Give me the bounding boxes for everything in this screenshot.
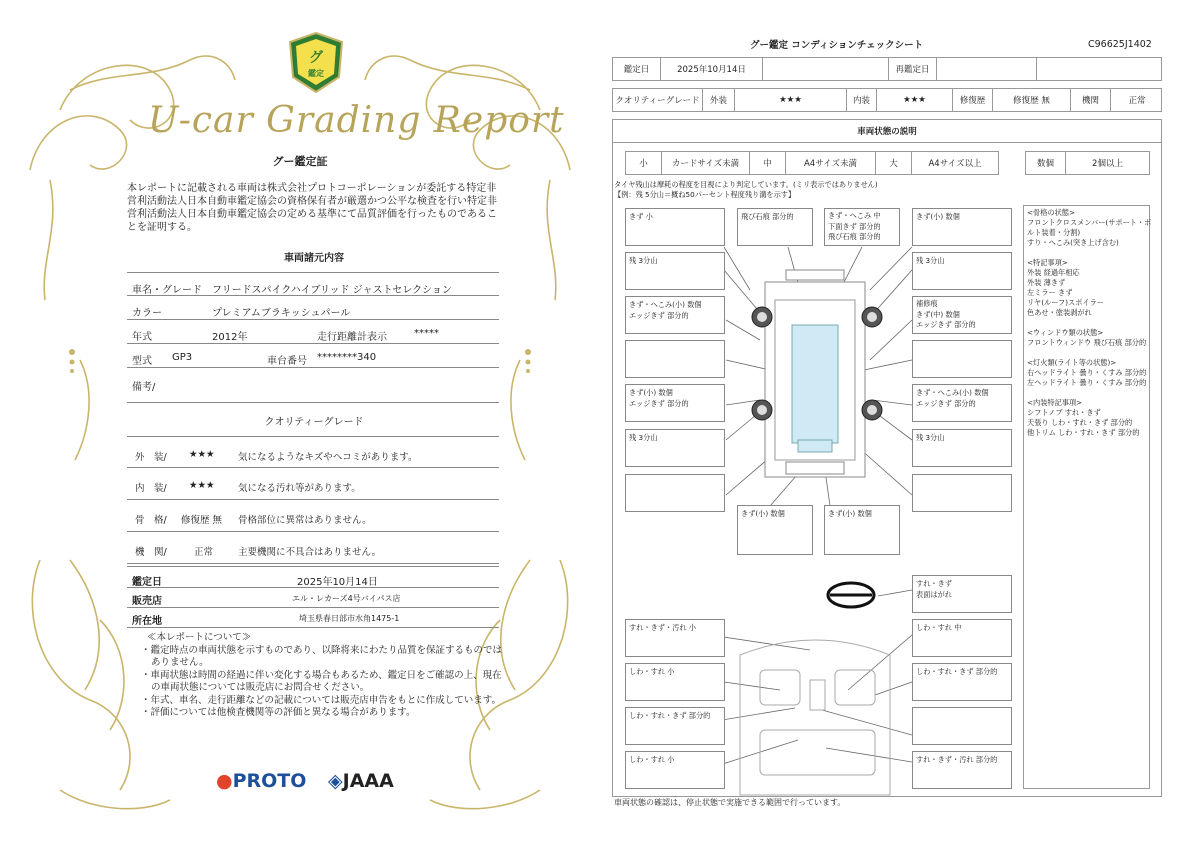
damage-box [912, 751, 1012, 789]
spec-color-label: カラー [132, 308, 162, 319]
damage-box [912, 474, 1012, 512]
about-item: ・鑑定時点の車両状態を示すものであり、以降将来にわたり品質を保証するものではありません。 [141, 644, 503, 668]
condition-check-sheet [600, 0, 1200, 848]
damage-box [824, 505, 900, 555]
damage-box [912, 208, 1012, 246]
quality-comment: 気になるようなキズやヘコミがあります。 [238, 452, 418, 463]
count-label: 数個 [1026, 152, 1066, 174]
cert-date-label: 鑑定日 [132, 577, 162, 588]
spec-row-year [127, 320, 499, 344]
count-desc: 2個以上 [1092, 159, 1123, 169]
sheet-code: C96625J1402 [1088, 39, 1152, 50]
damage-box [625, 619, 725, 657]
damage-note: きず(小) 数個 [828, 509, 872, 518]
damage-box [737, 208, 813, 246]
sheet-repair-value: 修復歴 無 [993, 89, 1071, 111]
sheet-grade-label: クオリティーグレード [613, 89, 703, 111]
damage-note: すれ・きず [916, 579, 952, 588]
side-note-line: 他トリム しわ・すれ・きず 部分的 [1027, 428, 1140, 437]
svg-text:鑑定: 鑑定 [308, 69, 324, 78]
spec-color-value: プレミアムブラキッシュパール [212, 308, 351, 319]
damage-note: きず 小 [629, 212, 653, 221]
about-item: ・年式、車名、走行距離などの記載については販売店申告をもとに作成しています。 [141, 694, 502, 706]
car-interior-view-icon [740, 640, 890, 795]
damage-note: エッジきず 部分的 [916, 320, 976, 329]
side-note-line: <特記事項> [1027, 258, 1068, 267]
quality-row-exterior [127, 436, 499, 468]
goo-kantei-badge-icon [287, 32, 345, 94]
quality-grade: ★★★ [189, 480, 215, 491]
side-note-line: <ウィンドウ類の状態> [1027, 328, 1104, 337]
cert-address-value: 埼玉県春日部市水角1475-1 [299, 614, 400, 623]
side-note-line: 右ヘッドライト 曇り・くすみ 部分的 [1027, 368, 1147, 377]
damage-box [625, 296, 725, 334]
cert-date-row [127, 566, 499, 588]
spec-year-value: 2012年 [212, 332, 248, 343]
size-mid-desc: A4サイズ未満 [786, 152, 876, 174]
damage-note: 飛び石痕 部分的 [828, 232, 881, 241]
damage-note: きず・へこみ(小) 数個 [629, 300, 702, 309]
sheet-ext-value: ★★★ [735, 89, 847, 111]
damage-box [625, 707, 725, 745]
damage-note: 残 3分山 [629, 256, 658, 265]
report-title: U-car Grading Report [148, 100, 565, 141]
damage-box [912, 384, 1012, 422]
side-note-line: シフトノブ すれ・きず [1027, 408, 1101, 417]
size-small: 小 [626, 152, 662, 174]
spec-chassis-label: 車台番号 [267, 356, 307, 367]
sheet-engine-label: 機関 [1071, 89, 1111, 111]
damage-note: きず・へこみ 中 [828, 211, 881, 220]
cert-address-row [127, 608, 499, 628]
about-title: ≪本レポートについて≫ [147, 632, 252, 643]
damage-note: きず(中) 数個 [916, 309, 960, 319]
damage-box [625, 208, 725, 246]
sheet-int-value: ★★★ [877, 89, 953, 111]
side-note-line: 左ヘッドライト 曇り・くすみ 部分的 [1027, 378, 1147, 387]
damage-note: きず(小) 数個 [741, 509, 785, 518]
damage-note: きず・へこみ(小) 数個 [916, 388, 989, 397]
damage-note: 表面はがれ [916, 590, 952, 599]
damage-box [912, 619, 1012, 657]
spec-mileage-value: ***** [414, 328, 439, 339]
side-note-line: リヤ(ルーフ)スポイラー [1027, 298, 1104, 307]
side-note-line: 外装 経過年相応 [1027, 268, 1080, 277]
steering-wheel-icon [828, 583, 874, 607]
damage-note: しわ・すれ 小 [629, 755, 675, 764]
about-item: ・車両状態は時間の経過に伴い変化する場合もあるため、鑑定日をご確認の上、現在の車両状態については販売店にお問合せください。 [141, 669, 502, 693]
damage-box [625, 340, 725, 378]
damage-box [912, 663, 1012, 701]
damage-box [912, 296, 1012, 334]
sheet-int-label: 内装 [847, 89, 877, 111]
damage-note: きず(小) 数個 [916, 212, 960, 221]
damage-box [625, 474, 725, 512]
damage-note: 下面きず 部分的 [828, 221, 881, 231]
spec-name-value: フリードスパイクハイブリッド ジャストセレクション [212, 285, 452, 296]
damage-box [912, 707, 1012, 745]
quality-grade: 修復歴 無 [181, 515, 223, 526]
quality-row-frame [127, 500, 499, 532]
side-note-line: <骨格の状態> [1027, 208, 1075, 217]
quality-label: 内 装/ [135, 483, 167, 494]
about-report [137, 632, 507, 720]
tire-note-1: タイヤ残山は摩耗の程度を目視により判定しています。(ミリ表示ではありません) [614, 180, 878, 189]
certificate-title: グー鑑定証 [272, 155, 328, 168]
jaaa-logo-text: JAAA [342, 770, 394, 792]
damage-box [912, 340, 1012, 378]
spec-model-label: 型式 [132, 356, 152, 367]
certificate-body: 本レポートに記載される車両は株式会社プロトコーポレーションが委託する特定非営利活動法人日本自動車鑑定協会の資格保有者が厳選かつ公平な検査を行い特定非営利活動法人日本自動車鑑定協会の定める基準にて品質評価を行ったものであることを証明する。 [127, 183, 497, 233]
spec-name-label: 車名・グレード [132, 285, 202, 296]
sheet-repair-label: 修復歴 [953, 89, 993, 111]
side-note-line: <内装特記事項> [1027, 398, 1083, 407]
quality-grade: ★★★ [189, 449, 215, 460]
quality-label: 機 関/ [135, 547, 167, 558]
damage-note: エッジきず 部分的 [629, 399, 689, 408]
damage-note: 残 3分山 [916, 433, 945, 442]
cert-date-value: 2025年10月14日 [297, 577, 378, 588]
side-note-line: 天張り しわ・すれ・きず 部分的 [1027, 418, 1133, 427]
spec-row-model [127, 344, 499, 368]
quality-label: 骨 格/ [135, 515, 167, 526]
quality-comment: 気になる汚れ等があります。 [238, 483, 361, 494]
side-note-line: 色あせ・塗装剥がれ [1027, 308, 1092, 317]
about-item: ・評価については他検査機関等の評価と異なる場合があります。 [141, 707, 416, 718]
jaaa-logo [328, 770, 394, 792]
side-notes [1027, 208, 1151, 438]
tire-note-2: 【例：残 5分山＝概ね50パーセント程度残り溝を示す】 [614, 190, 796, 199]
spec-row-name [127, 272, 499, 296]
spec-remarks-label: 備考/ [132, 382, 156, 393]
side-note-line: ルト装着・分割) [1027, 228, 1081, 237]
damage-box [625, 384, 725, 422]
damage-note: しわ・すれ・きず 部分的 [916, 667, 998, 676]
side-note-line: 外装 薄きず [1027, 278, 1066, 287]
spec-chassis-value: ********340 [317, 352, 377, 363]
damage-box [912, 575, 1012, 613]
quality-label: 外 装/ [135, 452, 167, 463]
size-large: 大 [876, 152, 912, 174]
side-note-line: 左ミラー きず [1027, 288, 1073, 297]
side-note-line: すり・へこみ(突き上げ含む) [1027, 238, 1119, 247]
sheet-date-value: 2025年10月14日 [661, 58, 763, 80]
damage-note: すれ・きず・汚れ 部分的 [916, 755, 998, 764]
quality-top-rule [127, 402, 499, 403]
sheet-redate-label: 再鑑定日 [889, 58, 937, 80]
cert-address-label: 所在地 [132, 616, 162, 627]
damage-note: しわ・すれ 小 [629, 667, 675, 676]
side-note-spacer [1027, 248, 1151, 258]
damage-note: しわ・すれ 中 [916, 623, 962, 632]
quality-row-interior [127, 468, 499, 500]
spec-heading: 車両諸元内容 [284, 253, 344, 264]
damage-note: すれ・きず・汚れ 小 [629, 623, 696, 632]
side-note-spacer [1027, 388, 1151, 398]
spec-mileage-label: 走行距離計表示 [317, 332, 387, 343]
car-top-view-icon [752, 270, 882, 477]
damage-box [625, 663, 725, 701]
proto-logo [216, 770, 306, 792]
quality-comment: 主要機関に不具合はありません。 [238, 547, 382, 558]
spec-year-label: 年式 [132, 332, 152, 343]
proto-logo-mark-icon: ● [216, 770, 233, 792]
quality-row-engine [127, 532, 499, 564]
proto-logo-text: PROTO [232, 770, 307, 792]
side-note-spacer [1027, 348, 1151, 358]
side-note-line: <灯火類(ライト等の状態)> [1027, 358, 1117, 367]
cert-shop-value: エル・レカーズ4号バイパス店 [292, 594, 401, 603]
quality-grade: 正常 [194, 547, 214, 558]
damage-note: しわ・すれ・きず 部分的 [629, 711, 711, 720]
spec-model-value: GP3 [172, 352, 193, 363]
jaaa-logo-mark-icon: ◈ [328, 770, 343, 792]
damage-box [625, 429, 725, 467]
side-note-line: フロントクロスメンバー(サポート・ボ [1027, 218, 1152, 227]
size-mid: 中 [750, 152, 786, 174]
quality-comment: 骨格部位に異常はありません。 [238, 515, 372, 526]
damage-box [737, 505, 813, 555]
damage-box [824, 208, 900, 246]
size-large-desc: A4サイズ以上 [928, 159, 982, 169]
side-note-spacer [1027, 318, 1151, 328]
explain-heading: 車両状態の説明 [857, 127, 917, 137]
damage-note: エッジきず 部分的 [916, 399, 976, 408]
sheet-title: グー鑑定 コンディションチェックシート [750, 40, 924, 51]
side-note-line: フロントウィンドウ 飛び石痕 部分的 [1027, 338, 1147, 347]
damage-note: きず(小) 数個 [629, 388, 673, 397]
sheet-date-label: 鑑定日 [613, 58, 661, 80]
svg-text:グ: グ [309, 50, 323, 66]
damage-box [625, 252, 725, 290]
spec-row-remarks [127, 370, 499, 394]
damage-box [625, 751, 725, 789]
sheet-engine-value: 正常 [1128, 96, 1146, 106]
damage-note: 飛び石痕 部分的 [741, 212, 794, 221]
size-small-desc: カードサイズ未満 [662, 152, 750, 174]
cert-shop-row [127, 588, 499, 608]
quality-heading: クオリティーグレード [264, 417, 364, 428]
damage-box [912, 429, 1012, 467]
damage-note: 残 3分山 [629, 433, 658, 442]
sheet-footer: 車両状態の確認は、停止状態で実施できる範囲で行っています。 [614, 798, 846, 807]
damage-note: 残 3分山 [916, 256, 945, 265]
damage-box [912, 252, 1012, 290]
damage-note: 補修痕 [916, 299, 938, 308]
sheet-ext-label: 外装 [703, 89, 735, 111]
spec-row-color [127, 296, 499, 320]
damage-note: エッジきず 部分的 [629, 311, 689, 320]
cert-shop-label: 販売店 [132, 596, 162, 607]
